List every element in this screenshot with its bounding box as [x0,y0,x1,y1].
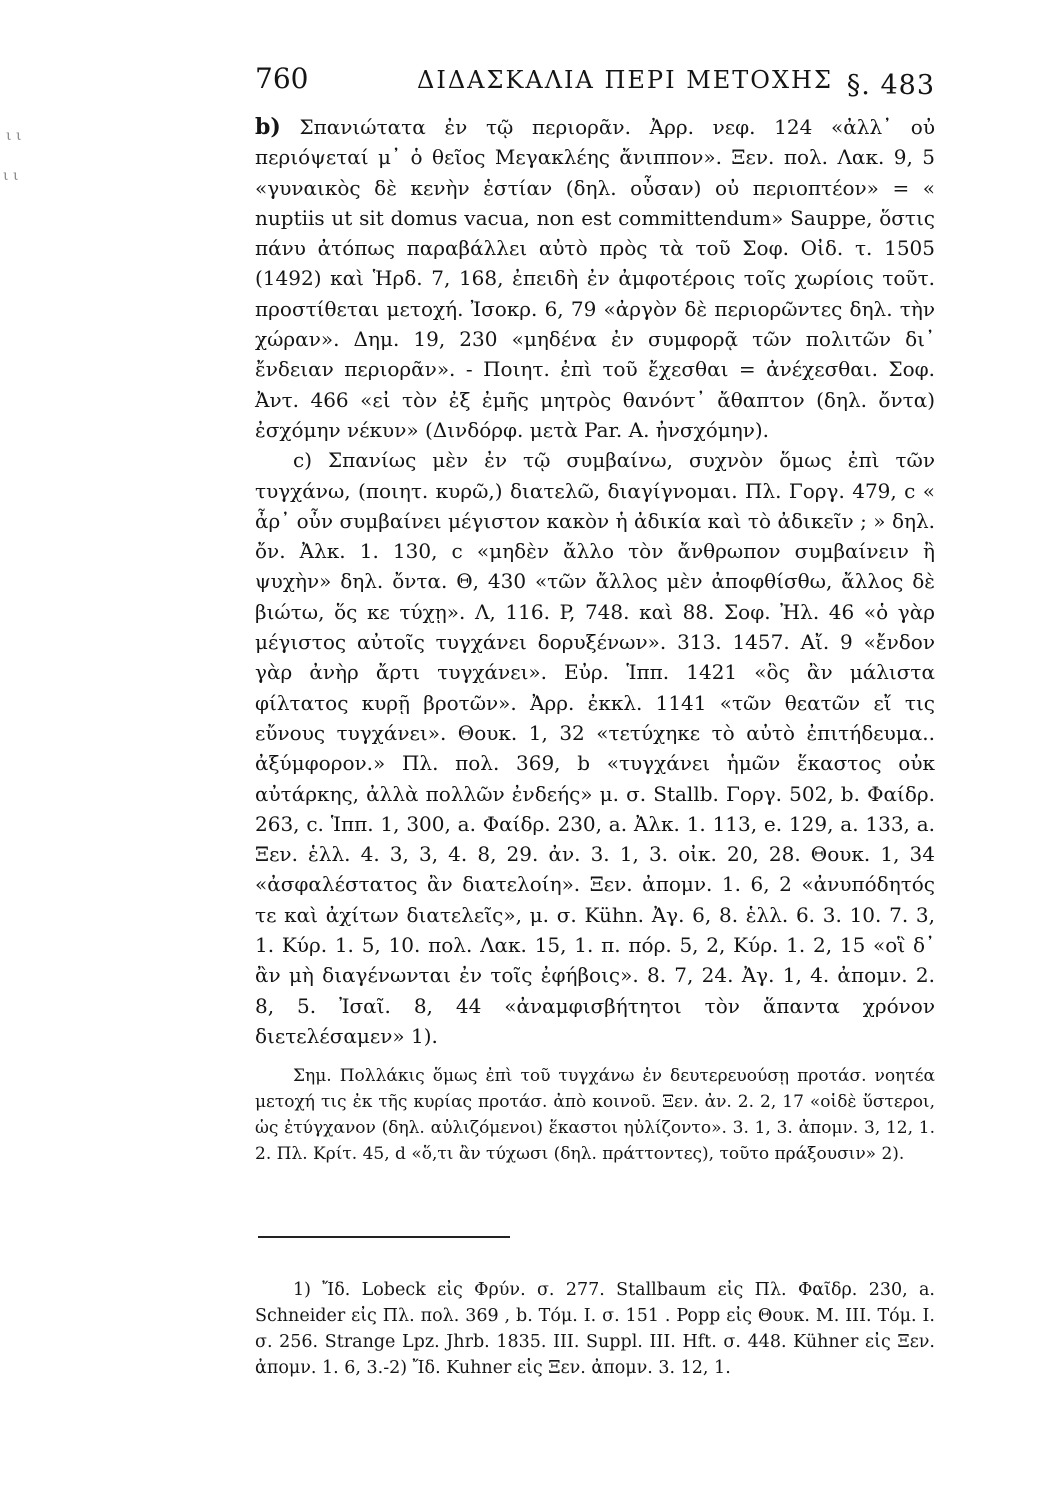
margin-mark-2: ι ι [3,168,19,184]
footnote: 1) Ἴδ. Lobeck εἰς Φρύν. σ. 277. Stallbaum εἰς Πλ. Φαῖδρ. 230, a. Schneider εἰς Πλ. πολ. 369 , b. Τόμ. I. σ. 151 . Popp εἰς Θουκ. M. III. Τόμ. I. σ. 256. Strange Lpz. Jhrb. 1835. III. Suppl. III. Hft. σ. 448. Kühner εἰς Ξεν. ἀπομν. 1. 6, 3.-2) Ἴδ. Kuhner εἰς Ξεν. ἀπομν. 3. 12, 1. [255,1280,935,1378]
section-b-text: Σπανιώτατα ἐν τῷ περιορᾶν. Ἀρρ. νεφ. 124 «ἀλλ᾽ οὐ περιόψεταί μ᾽ ὁ θεῖος Μεγακλέης ἄνιππον». Ξεν. πολ. Λακ. 9, 5 «γυναικὸς δὲ κενὴν ἑστίαν (δηλ. οὖσαν) οὐ περιοπτέον» = « nuptiis ut sit domus vacua, non est committendum» Sauppe, ὅστις πάνυ ἀτόπως παραβάλλει αὐτὸ πρὸς τὰ τοῦ Σοφ. Οἰδ. τ. 1505 (1492) καὶ Ἡρδ. 7, 168, ἐπειδὴ ἐν ἀμφοτέροις τοῖς χωρίοις τοῦτ. προστίθεται μετοχή. Ἰσοκρ. 6, 79 «ἀργὸν δὲ περιορῶντες δηλ. τὴν χώραν». Δημ. 19, 230 «μηδένα ἐν συμφορᾷ τῶν πολιτῶν δι᾽ ἔνδειαν περιορᾶν». - Ποιητ. ἐπὶ τοῦ ἔχεσθαι = ἀνέχεσθαι. Σοφ. Ἀντ. 466 «εἰ τὸν ἐξ ἐμῆς μητρὸς θανόντ᾽ ἄθαπτον (δηλ. ὄντα) ἐσχόμην νέκυν» (Δινδόρφ. μετὰ Par. A. ἠνσχόμην). [255,115,936,442]
section-number: §. 483 [846,70,935,101]
margin-mark-1: ι ι [6,128,22,144]
section-b-label: b) [255,114,281,140]
footnote-rule [258,1236,510,1238]
running-header [255,62,935,112]
running-title: ΔΙΔΑΣΚΑΛΙΑ ΠΕΡΙ ΜΕΤΟΧΗΣ [417,66,833,94]
section-c-text: Σπανίως μὲν ἐν τῷ συμβαίνω, συχνὸν ὅμως ἐπὶ τῶν τυγχάνω, (ποιητ. κυρῶ,) διατελῶ, διαγίγνομαι. Πλ. Γοργ. 479, c « ἆρ᾽ οὖν συμβαίνει μέγιστον κακὸν ἡ ἀδικία καὶ τὸ ἀδικεῖν ; » δηλ. ὄν. Ἀλκ. 1. 130, c «μηδὲν ἄλλο τὸν ἄνθρωπον συμβαίνειν ἢ ψυχὴν» δηλ. ὄντα. Θ, 430 «τῶν ἄλλος μὲν ἀποφθίσθω, ἄλλος δὲ βιώτω, ὅς κε τύχῃ». Λ, 116. P, 748. καὶ 88. Σοφ. Ἠλ. 46 «ὁ γὰρ μέγιστος αὐτοῖς τυγχάνει δορυξένων». 313. 1457. Αἴ. 9 «ἔνδον γὰρ ἀνὴρ ἄρτι τυγχάνει». Εὐρ. Ἱππ. 1421 «ὃς ἂν μάλιστα φίλτατος κυρῇ βροτῶν». Ἀρρ. ἐκκλ. 1141 «τῶν θεατῶν εἴ τις εὔνους τυγχάνει». Θουκ. 1, 32 «τετύχηκε τὸ αὐτὸ ἐπιτήδευμα.. ἀξύμφορον.» Πλ. πολ. 369, b «τυγχάνει ἡμῶν ἕκαστος οὐκ αὐτάρκης, ἀλλὰ πολλῶν ἐνδεής» μ. σ. Stallb. Γοργ. 502, b. Φαίδρ. 263, c. Ἱππ. 1, 300, a. Φαίδρ. 230, a. Ἀλκ. 1. 113, e. 129, a. 133, a. Ξεν. ἑλλ. 4. 3, 3, 4. 8, 29. ἀν. 3. 1, 3. οἰκ. 20, 28. Θουκ. 1, 34 «ἀσφαλέστατος ἂν διατελοίη». Ξεν. ἀπομν. 1. 6, 2 «ἀνυπόδητός τε καὶ ἀχίτων διατελεῖς», μ. σ. Kühn. Ἀγ. 6, 8. ἑλλ. 6. 3. 10. 7. 3, 1. Κύρ. 1. 5, 10. πολ. Λακ. 15, 1. π. πόρ. 5, 2, Κύρ. 1. 2, 15 «οἳ δ᾽ ἂν μὴ διαγένωνται ἐν τοῖς ἐφήβοις». 8. 7, 24. Ἀγ. 1, 4. ἀπομν. 2. 8, 5. Ἰσαῖ. 8, 44 «ἀναμφισβήτητοι τὸν ἅπαντα χρόνον διετελέσαμεν» 1). [255,448,935,1048]
section-b [255,112,935,445]
section-c-label: c) [293,448,313,473]
note-paragraph: Σημ. Πολλάκις ὅμως ἐπὶ τοῦ τυγχάνω ἐν δευτερευούσῃ προτάσ. νοητέα μετοχή τις ἐκ τῆς κυρίας προτάσ. ἀπὸ κοινοῦ. Ξεν. ἀν. 2. 2, 17 «οἱδὲ ὕστεροι, ὡς ἐτύγχανον (δηλ. αὐλιζόμενοι) ἕκαστοι ηὐλίζοντο». 3. 1, 3. ἀπομν. 3, 12, 1. 2. Πλ. Κρίτ. 45, d «ὅ,τι ἂν τύχωσι (δηλ. πράττοντες), τοῦτο πράξουσιν» 2). [255,1066,935,1164]
section-c [255,445,935,1051]
page-number: 760 [255,62,309,95]
main-text [255,112,935,1051]
